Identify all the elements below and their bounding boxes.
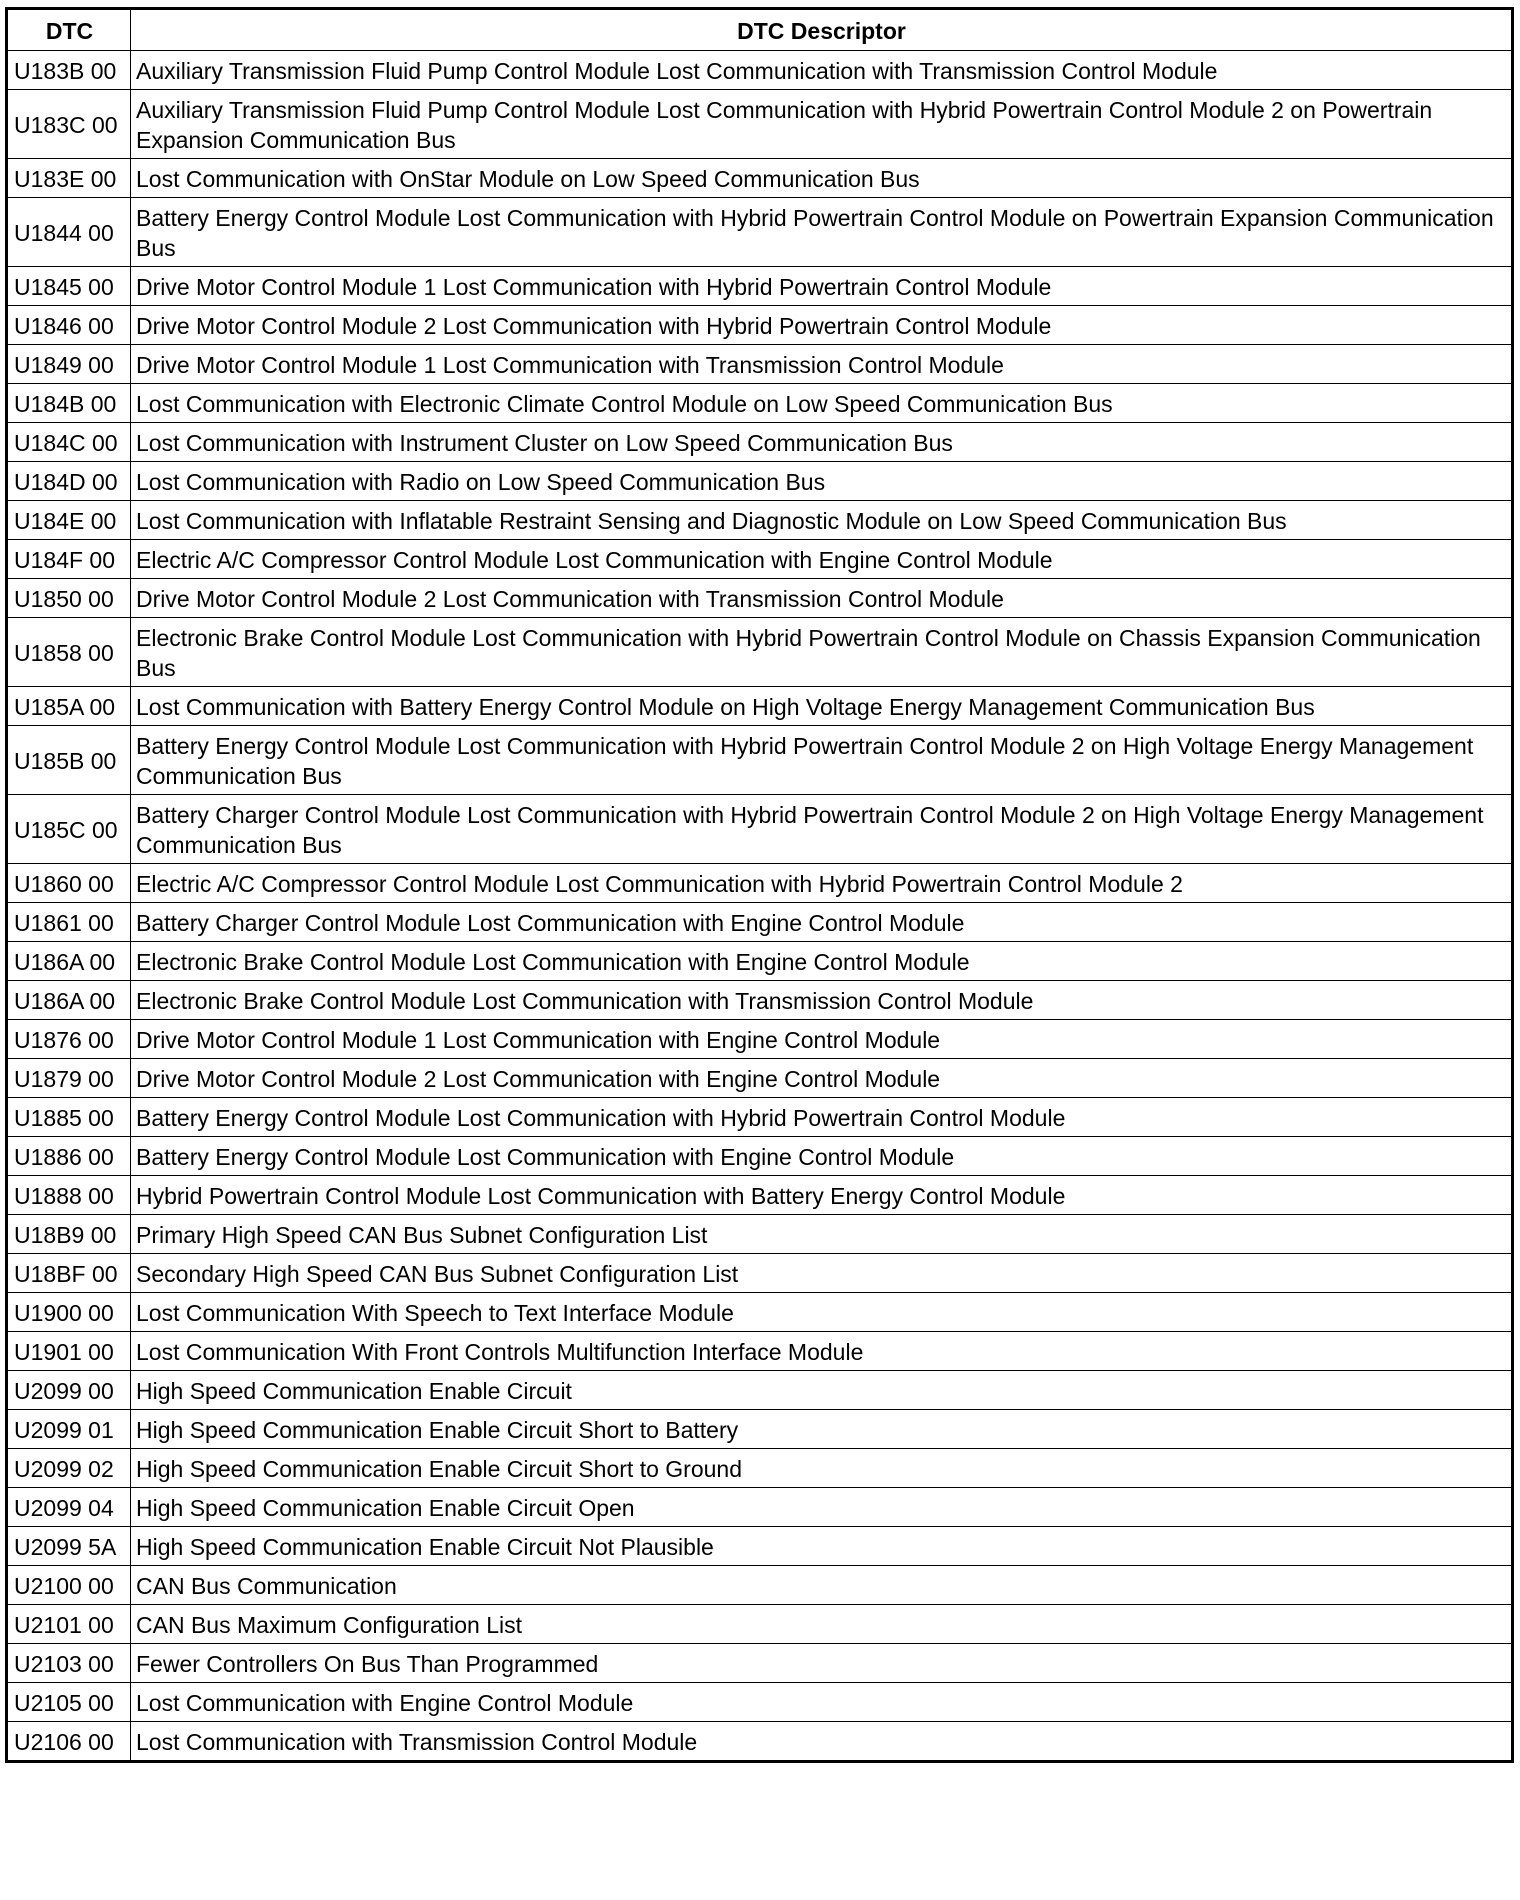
dtc-code: U1885 00 — [7, 1098, 131, 1137]
table-row — [7, 306, 1513, 345]
dtc-code: U1846 00 — [7, 306, 131, 345]
dtc-descriptor: Electronic Brake Control Module Lost Communication with Engine Control Module — [131, 942, 1513, 981]
table-row — [7, 423, 1513, 462]
table-row — [7, 1488, 1513, 1527]
dtc-descriptor: Auxiliary Transmission Fluid Pump Control Module Lost Communication with Hybrid Powertrain Control Module 2 on Powertrain Expansion Communication Bus — [131, 90, 1513, 159]
table-row — [7, 384, 1513, 423]
dtc-descriptor: CAN Bus Maximum Configuration List — [131, 1605, 1513, 1644]
dtc-code: U2106 00 — [7, 1722, 131, 1762]
table-row — [7, 540, 1513, 579]
dtc-code: U1888 00 — [7, 1176, 131, 1215]
header-dtc-descriptor: DTC Descriptor — [131, 9, 1513, 51]
table-row — [7, 903, 1513, 942]
dtc-descriptor: Lost Communication with Transmission Control Module — [131, 1722, 1513, 1762]
dtc-descriptor: Battery Charger Control Module Lost Communication with Hybrid Powertrain Control Module 2 on High Voltage Energy Management Communication Bus — [131, 795, 1513, 864]
dtc-code: U184F 00 — [7, 540, 131, 579]
dtc-code: U2101 00 — [7, 1605, 131, 1644]
table-row — [7, 198, 1513, 267]
dtc-code: U1845 00 — [7, 267, 131, 306]
dtc-code: U2105 00 — [7, 1683, 131, 1722]
table-row — [7, 1215, 1513, 1254]
dtc-code: U1844 00 — [7, 198, 131, 267]
dtc-descriptor: Drive Motor Control Module 2 Lost Communication with Transmission Control Module — [131, 579, 1513, 618]
dtc-code: U185B 00 — [7, 726, 131, 795]
table-row — [7, 1722, 1513, 1762]
dtc-descriptor: Battery Energy Control Module Lost Communication with Engine Control Module — [131, 1137, 1513, 1176]
dtc-code: U2099 5A — [7, 1527, 131, 1566]
dtc-code: U1879 00 — [7, 1059, 131, 1098]
table-row — [7, 501, 1513, 540]
dtc-code: U2099 01 — [7, 1410, 131, 1449]
dtc-code: U184C 00 — [7, 423, 131, 462]
table-row — [7, 1449, 1513, 1488]
table-row — [7, 1059, 1513, 1098]
dtc-code: U1901 00 — [7, 1332, 131, 1371]
dtc-code: U183B 00 — [7, 51, 131, 90]
table-row — [7, 942, 1513, 981]
dtc-descriptor: High Speed Communication Enable Circuit Open — [131, 1488, 1513, 1527]
dtc-descriptor: Fewer Controllers On Bus Than Programmed — [131, 1644, 1513, 1683]
dtc-code: U183E 00 — [7, 159, 131, 198]
dtc-code: U1858 00 — [7, 618, 131, 687]
dtc-code: U1850 00 — [7, 579, 131, 618]
table-row — [7, 345, 1513, 384]
dtc-code: U184E 00 — [7, 501, 131, 540]
dtc-code: U186A 00 — [7, 942, 131, 981]
table-row — [7, 579, 1513, 618]
dtc-descriptor: Lost Communication with OnStar Module on Low Speed Communication Bus — [131, 159, 1513, 198]
header-row — [7, 9, 1513, 51]
dtc-descriptor: Auxiliary Transmission Fluid Pump Control Module Lost Communication with Transmission Control Module — [131, 51, 1513, 90]
dtc-descriptor: Battery Energy Control Module Lost Communication with Hybrid Powertrain Control Module 2 on High Voltage Energy Management Communication Bus — [131, 726, 1513, 795]
table-row — [7, 795, 1513, 864]
dtc-descriptor: High Speed Communication Enable Circuit Short to Battery — [131, 1410, 1513, 1449]
dtc-code: U1876 00 — [7, 1020, 131, 1059]
table-row — [7, 1293, 1513, 1332]
table-header — [7, 9, 1513, 51]
dtc-descriptor: CAN Bus Communication — [131, 1566, 1513, 1605]
dtc-descriptor: Lost Communication with Engine Control Module — [131, 1683, 1513, 1722]
dtc-descriptor: Hybrid Powertrain Control Module Lost Communication with Battery Energy Control Module — [131, 1176, 1513, 1215]
dtc-code: U183C 00 — [7, 90, 131, 159]
dtc-descriptor: Electric A/C Compressor Control Module Lost Communication with Hybrid Powertrain Control Module 2 — [131, 864, 1513, 903]
dtc-code: U1860 00 — [7, 864, 131, 903]
dtc-code: U2099 02 — [7, 1449, 131, 1488]
dtc-code: U185C 00 — [7, 795, 131, 864]
table-row — [7, 462, 1513, 501]
table-row — [7, 51, 1513, 90]
dtc-code: U1886 00 — [7, 1137, 131, 1176]
dtc-descriptor: Drive Motor Control Module 1 Lost Communication with Transmission Control Module — [131, 345, 1513, 384]
table-row — [7, 1683, 1513, 1722]
dtc-descriptor: High Speed Communication Enable Circuit — [131, 1371, 1513, 1410]
dtc-descriptor: Lost Communication with Instrument Cluster on Low Speed Communication Bus — [131, 423, 1513, 462]
dtc-descriptor: Electronic Brake Control Module Lost Communication with Transmission Control Module — [131, 981, 1513, 1020]
table-row — [7, 159, 1513, 198]
dtc-descriptor: Drive Motor Control Module 1 Lost Communication with Hybrid Powertrain Control Module — [131, 267, 1513, 306]
dtc-descriptor: Lost Communication with Battery Energy Control Module on High Voltage Energy Management Communication Bus — [131, 687, 1513, 726]
dtc-descriptor: Primary High Speed CAN Bus Subnet Configuration List — [131, 1215, 1513, 1254]
table-row — [7, 1020, 1513, 1059]
table-row — [7, 1605, 1513, 1644]
dtc-code: U184D 00 — [7, 462, 131, 501]
dtc-code: U2100 00 — [7, 1566, 131, 1605]
dtc-descriptor: Drive Motor Control Module 1 Lost Communication with Engine Control Module — [131, 1020, 1513, 1059]
table-row — [7, 1527, 1513, 1566]
dtc-descriptor: Drive Motor Control Module 2 Lost Communication with Hybrid Powertrain Control Module — [131, 306, 1513, 345]
dtc-code: U2103 00 — [7, 1644, 131, 1683]
table-row — [7, 1332, 1513, 1371]
table-row — [7, 1137, 1513, 1176]
dtc-descriptor: Secondary High Speed CAN Bus Subnet Configuration List — [131, 1254, 1513, 1293]
dtc-descriptor: Electronic Brake Control Module Lost Communication with Hybrid Powertrain Control Module on Chassis Expansion Communication Bus — [131, 618, 1513, 687]
table-row — [7, 1176, 1513, 1215]
table-row — [7, 1371, 1513, 1410]
table-row — [7, 1644, 1513, 1683]
dtc-code: U18BF 00 — [7, 1254, 131, 1293]
table-row — [7, 864, 1513, 903]
dtc-code: U2099 04 — [7, 1488, 131, 1527]
dtc-code: U1849 00 — [7, 345, 131, 384]
dtc-code: U18B9 00 — [7, 1215, 131, 1254]
dtc-descriptor: High Speed Communication Enable Circuit Short to Ground — [131, 1449, 1513, 1488]
dtc-code: U1861 00 — [7, 903, 131, 942]
table-row — [7, 1566, 1513, 1605]
dtc-descriptor: Battery Energy Control Module Lost Communication with Hybrid Powertrain Control Module — [131, 1098, 1513, 1137]
dtc-descriptor: Lost Communication with Electronic Climate Control Module on Low Speed Communication Bus — [131, 384, 1513, 423]
table-row — [7, 90, 1513, 159]
table-body — [7, 51, 1513, 1762]
dtc-descriptor: Electric A/C Compressor Control Module Lost Communication with Engine Control Module — [131, 540, 1513, 579]
dtc-descriptor: Battery Energy Control Module Lost Communication with Hybrid Powertrain Control Module on Powertrain Expansion Communication Bus — [131, 198, 1513, 267]
dtc-code: U184B 00 — [7, 384, 131, 423]
table-row — [7, 687, 1513, 726]
table-row — [7, 1410, 1513, 1449]
header-dtc: DTC — [7, 9, 131, 51]
table-row — [7, 1098, 1513, 1137]
table-row — [7, 1254, 1513, 1293]
dtc-descriptor: Lost Communication With Front Controls Multifunction Interface Module — [131, 1332, 1513, 1371]
table-row — [7, 726, 1513, 795]
dtc-code: U185A 00 — [7, 687, 131, 726]
table-row — [7, 981, 1513, 1020]
dtc-descriptor: Battery Charger Control Module Lost Communication with Engine Control Module — [131, 903, 1513, 942]
dtc-code: U2099 00 — [7, 1371, 131, 1410]
dtc-table — [5, 7, 1514, 1763]
table-row — [7, 267, 1513, 306]
table-row — [7, 618, 1513, 687]
dtc-descriptor: Lost Communication with Radio on Low Speed Communication Bus — [131, 462, 1513, 501]
dtc-descriptor: High Speed Communication Enable Circuit Not Plausible — [131, 1527, 1513, 1566]
dtc-code: U186A 00 — [7, 981, 131, 1020]
dtc-code: U1900 00 — [7, 1293, 131, 1332]
dtc-descriptor: Drive Motor Control Module 2 Lost Communication with Engine Control Module — [131, 1059, 1513, 1098]
dtc-descriptor: Lost Communication With Speech to Text Interface Module — [131, 1293, 1513, 1332]
dtc-descriptor: Lost Communication with Inflatable Restraint Sensing and Diagnostic Module on Low Speed Communication Bus — [131, 501, 1513, 540]
